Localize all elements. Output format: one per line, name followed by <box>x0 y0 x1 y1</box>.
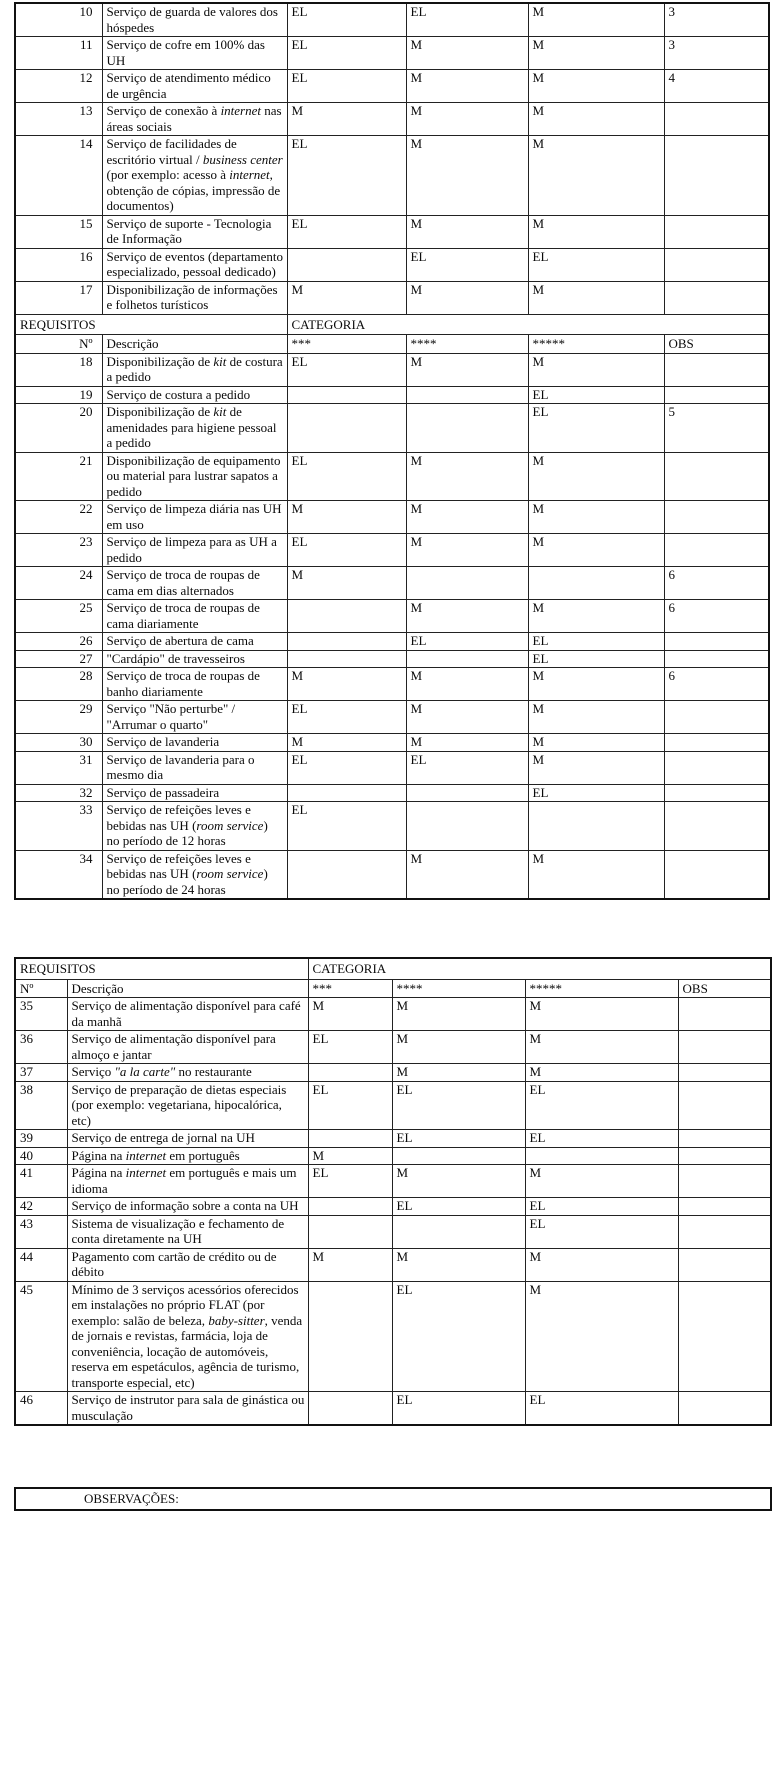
row-number-cell: 30 <box>15 734 102 752</box>
category-3-stars-cell <box>308 1392 392 1426</box>
row-number-cell: 18 <box>15 353 102 386</box>
row-number-cell: 39 <box>15 1130 67 1148</box>
row-number-cell: 40 <box>15 1147 67 1165</box>
category-4-stars-cell <box>406 567 528 600</box>
category-5-stars-cell <box>525 1147 678 1165</box>
obs-cell: 6 <box>664 668 769 701</box>
obs-cell <box>664 650 769 668</box>
category-4-stars-cell: M <box>406 734 528 752</box>
row-number-cell: 19 <box>15 386 102 404</box>
category-3-stars-cell <box>308 1130 392 1148</box>
row-number-cell: 11 <box>15 37 102 70</box>
table-gap <box>0 1426 779 1487</box>
row-number-cell: 37 <box>15 1064 67 1082</box>
category-5-stars-cell: EL <box>525 1392 678 1426</box>
row-number-cell: 38 <box>15 1081 67 1130</box>
section-band-row <box>15 314 769 335</box>
col-header-4-stars: **** <box>392 979 525 998</box>
category-3-stars-cell: EL <box>287 701 406 734</box>
category-3-stars-cell <box>308 1064 392 1082</box>
category-5-stars-cell: EL <box>525 1198 678 1216</box>
observations-table <box>14 1487 772 1511</box>
category-4-stars-cell: M <box>406 215 528 248</box>
category-3-stars-cell: EL <box>287 534 406 567</box>
description-cell: Disponibilização de informações e folhetos turísticos <box>102 281 287 314</box>
description-cell: Serviço "Não perturbe" / "Arrumar o quarto" <box>102 701 287 734</box>
category-4-stars-cell <box>406 650 528 668</box>
col-header-obs: OBS <box>664 335 769 354</box>
category-4-stars-cell: EL <box>392 1130 525 1148</box>
row-number-cell: 33 <box>15 802 102 851</box>
description-cell: Serviço de refeições leves e bebidas nas UH (room service) no período de 24 horas <box>102 850 287 899</box>
category-4-stars-cell: EL <box>392 1281 525 1392</box>
obs-cell <box>678 1130 771 1148</box>
table-row <box>15 386 769 404</box>
category-4-stars-cell <box>406 386 528 404</box>
obs-cell <box>664 103 769 136</box>
description-cell: Serviço de conexão à internet nas áreas sociais <box>102 103 287 136</box>
row-number-cell: 20 <box>15 404 102 453</box>
category-4-stars-cell: M <box>406 452 528 501</box>
category-3-stars-cell: M <box>287 734 406 752</box>
category-4-stars-cell: M <box>392 1165 525 1198</box>
row-number-cell: 26 <box>15 633 102 651</box>
category-5-stars-cell: M <box>528 600 664 633</box>
category-5-stars-cell: M <box>528 701 664 734</box>
requirements-table-lower <box>14 957 772 1426</box>
category-3-stars-cell <box>287 404 406 453</box>
category-4-stars-cell: M <box>392 1064 525 1082</box>
table-row <box>15 633 769 651</box>
category-3-stars-cell: M <box>287 668 406 701</box>
requisitos-band-label: REQUISITOS <box>15 958 308 979</box>
category-3-stars-cell <box>308 1281 392 1392</box>
category-3-stars-cell <box>308 1215 392 1248</box>
category-3-stars-cell: EL <box>308 1081 392 1130</box>
row-number-cell: 28 <box>15 668 102 701</box>
table-row <box>15 701 769 734</box>
description-cell: "Cardápio" de travesseiros <box>102 650 287 668</box>
description-cell: Serviço de suporte - Tecnologia de Informação <box>102 215 287 248</box>
category-5-stars-cell: M <box>528 70 664 103</box>
table-row <box>15 281 769 314</box>
obs-cell <box>664 452 769 501</box>
row-number-cell: 29 <box>15 701 102 734</box>
description-cell: Serviço de atendimento médico de urgência <box>102 70 287 103</box>
description-cell: Serviço de entrega de jornal na UH <box>67 1130 308 1148</box>
table-row <box>15 70 769 103</box>
col-header-4-stars: **** <box>406 335 528 354</box>
category-5-stars-cell: M <box>525 1064 678 1082</box>
table-row <box>15 501 769 534</box>
description-cell: Serviço de eventos (departamento especializado, pessoal dedicado) <box>102 248 287 281</box>
category-4-stars-cell: M <box>406 353 528 386</box>
description-cell: Serviço de refeições leves e bebidas nas UH (room service) no período de 12 horas <box>102 802 287 851</box>
category-5-stars-cell: M <box>528 668 664 701</box>
category-5-stars-cell: EL <box>528 248 664 281</box>
category-5-stars-cell: M <box>528 3 664 37</box>
obs-cell <box>678 1198 771 1216</box>
table-row <box>15 650 769 668</box>
category-4-stars-cell: M <box>406 668 528 701</box>
category-3-stars-cell: EL <box>287 70 406 103</box>
table-row <box>15 784 769 802</box>
col-header-description: Descrição <box>102 335 287 354</box>
column-header-row <box>15 979 771 998</box>
category-5-stars-cell: M <box>528 281 664 314</box>
category-3-stars-cell: EL <box>287 751 406 784</box>
category-5-stars-cell: M <box>528 37 664 70</box>
category-5-stars-cell: M <box>528 850 664 899</box>
category-5-stars-cell: EL <box>525 1130 678 1148</box>
table-row <box>15 534 769 567</box>
category-5-stars-cell: M <box>528 215 664 248</box>
table-row <box>15 215 769 248</box>
obs-cell <box>678 1031 771 1064</box>
col-header-obs: OBS <box>678 979 771 998</box>
table-row <box>15 1130 771 1148</box>
column-header-row <box>15 335 769 354</box>
table-row <box>15 37 769 70</box>
category-3-stars-cell: EL <box>287 215 406 248</box>
col-header-3-stars: *** <box>287 335 406 354</box>
description-cell: Serviço de guarda de valores dos hóspedes <box>102 3 287 37</box>
row-number-cell: 13 <box>15 103 102 136</box>
description-cell: Serviço de facilidades de escritório virtual / business center (por exemplo: acesso à internet, obtenção de cópias, impressão de documentos) <box>102 136 287 216</box>
category-4-stars-cell <box>406 784 528 802</box>
description-cell: Serviço de troca de roupas de banho diariamente <box>102 668 287 701</box>
description-cell: Serviço de troca de roupas de cama diariamente <box>102 600 287 633</box>
table-row <box>15 248 769 281</box>
lower-table-rows <box>15 998 771 1426</box>
category-5-stars-cell: EL <box>528 386 664 404</box>
obs-cell <box>678 1064 771 1082</box>
category-3-stars-cell: M <box>287 501 406 534</box>
table-row <box>15 600 769 633</box>
description-cell: Serviço de lavanderia para o mesmo dia <box>102 751 287 784</box>
category-3-stars-cell: M <box>287 103 406 136</box>
table-row <box>15 751 769 784</box>
lower-table-header <box>15 958 771 998</box>
category-3-stars-cell: EL <box>287 37 406 70</box>
obs-cell: 6 <box>664 600 769 633</box>
table-row <box>15 353 769 386</box>
obs-cell: 3 <box>664 37 769 70</box>
section-band-row <box>15 958 771 979</box>
category-3-stars-cell: M <box>308 998 392 1031</box>
category-4-stars-cell: EL <box>406 3 528 37</box>
description-cell: Serviço de lavanderia <box>102 734 287 752</box>
obs-cell <box>664 850 769 899</box>
category-4-stars-cell <box>406 802 528 851</box>
category-5-stars-cell: EL <box>525 1081 678 1130</box>
obs-cell <box>664 534 769 567</box>
row-number-cell: 21 <box>15 452 102 501</box>
category-4-stars-cell: M <box>406 103 528 136</box>
category-3-stars-cell <box>308 1198 392 1216</box>
table-row <box>15 1147 771 1165</box>
description-cell: Mínimo de 3 serviços acessórios oferecidos em instalações no próprio FLAT (por exemplo: salão de beleza, baby-sitter, venda de jornais e revistas, farmácia, loja de conveniência, locação de automóveis, reserva em espetáculos, agência de turismo, transporte especial, etc) <box>67 1281 308 1392</box>
description-cell: Serviço de limpeza para as UH a pedido <box>102 534 287 567</box>
description-cell: Página na internet em português <box>67 1147 308 1165</box>
obs-cell: 3 <box>664 3 769 37</box>
row-number-cell: 36 <box>15 1031 67 1064</box>
category-3-stars-cell: EL <box>308 1165 392 1198</box>
category-4-stars-cell: EL <box>392 1081 525 1130</box>
category-3-stars-cell: EL <box>287 353 406 386</box>
table-row <box>15 1165 771 1198</box>
category-4-stars-cell: M <box>392 998 525 1031</box>
mid-table-header <box>15 314 769 353</box>
category-3-stars-cell: EL <box>287 802 406 851</box>
obs-cell <box>678 1215 771 1248</box>
obs-cell <box>664 248 769 281</box>
table-row <box>15 998 771 1031</box>
category-5-stars-cell: M <box>528 751 664 784</box>
category-3-stars-cell: EL <box>287 136 406 216</box>
obs-cell <box>664 751 769 784</box>
obs-cell <box>678 1165 771 1198</box>
table-row <box>15 1215 771 1248</box>
table-row <box>15 103 769 136</box>
table-row <box>15 452 769 501</box>
col-header-number: Nº <box>15 979 67 998</box>
category-5-stars-cell <box>528 802 664 851</box>
category-4-stars-cell: M <box>406 37 528 70</box>
category-5-stars-cell: M <box>528 534 664 567</box>
obs-cell <box>664 353 769 386</box>
requisitos-band-label: REQUISITOS <box>15 314 287 335</box>
table-gap <box>0 900 779 957</box>
categoria-band-label: CATEGORIA <box>308 958 771 979</box>
row-number-cell: 22 <box>15 501 102 534</box>
obs-cell <box>664 784 769 802</box>
category-5-stars-cell: M <box>528 734 664 752</box>
row-number-cell: 23 <box>15 534 102 567</box>
description-cell: Serviço de alimentação disponível para almoço e jantar <box>67 1031 308 1064</box>
category-5-stars-cell: EL <box>528 633 664 651</box>
description-cell: Serviço de preparação de dietas especiais (por exemplo: vegetariana, hipocalórica, etc) <box>67 1081 308 1130</box>
category-4-stars-cell: M <box>392 1031 525 1064</box>
description-cell: Serviço de troca de roupas de cama em dias alternados <box>102 567 287 600</box>
category-3-stars-cell: M <box>308 1248 392 1281</box>
table-row <box>15 1248 771 1281</box>
category-3-stars-cell: EL <box>287 452 406 501</box>
requirements-table-upper <box>14 2 770 900</box>
category-4-stars-cell: M <box>406 281 528 314</box>
row-number-cell: 45 <box>15 1281 67 1392</box>
category-3-stars-cell: M <box>287 567 406 600</box>
category-5-stars-cell: EL <box>528 650 664 668</box>
category-4-stars-cell: EL <box>406 248 528 281</box>
table-row <box>15 1031 771 1064</box>
description-cell: Página na internet em português e mais um idioma <box>67 1165 308 1198</box>
description-cell: Pagamento com cartão de crédito ou de débito <box>67 1248 308 1281</box>
row-number-cell: 15 <box>15 215 102 248</box>
row-number-cell: 25 <box>15 600 102 633</box>
category-3-stars-cell: M <box>287 281 406 314</box>
category-5-stars-cell: M <box>528 136 664 216</box>
description-cell: Serviço "a la carte" no restaurante <box>67 1064 308 1082</box>
category-3-stars-cell: EL <box>287 3 406 37</box>
row-number-cell: 31 <box>15 751 102 784</box>
category-4-stars-cell: M <box>406 70 528 103</box>
table-row <box>15 850 769 899</box>
obs-cell <box>664 386 769 404</box>
observations-title: OBSERVAÇÕES: <box>15 1488 771 1510</box>
category-4-stars-cell: M <box>406 850 528 899</box>
row-number-cell: 14 <box>15 136 102 216</box>
description-cell: Serviço de cofre em 100% das UH <box>102 37 287 70</box>
obs-cell <box>678 1248 771 1281</box>
category-3-stars-cell <box>287 633 406 651</box>
category-5-stars-cell: M <box>525 998 678 1031</box>
row-number-cell: 41 <box>15 1165 67 1198</box>
row-number-cell: 27 <box>15 650 102 668</box>
row-number-cell: 10 <box>15 3 102 37</box>
category-5-stars-cell <box>528 567 664 600</box>
description-cell: Disponibilização de kit de amenidades para higiene pessoal a pedido <box>102 404 287 453</box>
category-4-stars-cell: EL <box>406 751 528 784</box>
obs-cell <box>664 802 769 851</box>
row-number-cell: 46 <box>15 1392 67 1426</box>
category-5-stars-cell: M <box>525 1165 678 1198</box>
table-row <box>15 404 769 453</box>
description-cell: Disponibilização de kit de costura a pedido <box>102 353 287 386</box>
obs-cell <box>678 1147 771 1165</box>
table-row <box>15 1081 771 1130</box>
category-3-stars-cell <box>287 386 406 404</box>
obs-cell <box>678 1081 771 1130</box>
category-4-stars-cell: M <box>406 701 528 734</box>
category-3-stars-cell <box>287 600 406 633</box>
obs-cell <box>664 215 769 248</box>
observations-header <box>15 1488 771 1510</box>
category-4-stars-cell: M <box>392 1248 525 1281</box>
category-3-stars-cell <box>287 650 406 668</box>
category-3-stars-cell <box>287 784 406 802</box>
obs-cell <box>664 136 769 216</box>
category-4-stars-cell: M <box>406 136 528 216</box>
obs-cell <box>678 1392 771 1426</box>
table-row <box>15 1064 771 1082</box>
description-cell: Serviço de informação sobre a conta na UH <box>67 1198 308 1216</box>
description-cell: Disponibilização de equipamento ou material para lustrar sapatos a pedido <box>102 452 287 501</box>
category-5-stars-cell: M <box>528 501 664 534</box>
obs-cell: 5 <box>664 404 769 453</box>
category-4-stars-cell <box>406 404 528 453</box>
category-5-stars-cell: EL <box>525 1215 678 1248</box>
row-number-cell: 42 <box>15 1198 67 1216</box>
category-5-stars-cell: EL <box>528 404 664 453</box>
row-number-cell: 12 <box>15 70 102 103</box>
description-cell: Serviço de passadeira <box>102 784 287 802</box>
category-4-stars-cell: M <box>406 534 528 567</box>
table-row <box>15 1198 771 1216</box>
table-row <box>15 1281 771 1392</box>
col-header-description: Descrição <box>67 979 308 998</box>
category-5-stars-cell: M <box>525 1281 678 1392</box>
category-4-stars-cell: EL <box>392 1198 525 1216</box>
category-4-stars-cell: M <box>406 600 528 633</box>
rows-above-header <box>15 3 769 314</box>
category-4-stars-cell <box>392 1147 525 1165</box>
table-row <box>15 734 769 752</box>
row-number-cell: 44 <box>15 1248 67 1281</box>
col-header-number: Nº <box>15 335 102 354</box>
category-3-stars-cell <box>287 850 406 899</box>
row-number-cell: 34 <box>15 850 102 899</box>
table-row <box>15 3 769 37</box>
obs-cell <box>678 1281 771 1392</box>
categoria-band-label: CATEGORIA <box>287 314 769 335</box>
row-number-cell: 32 <box>15 784 102 802</box>
category-3-stars-cell: EL <box>308 1031 392 1064</box>
rows-below-header <box>15 353 769 899</box>
category-5-stars-cell: M <box>528 103 664 136</box>
description-cell: Serviço de instrutor para sala de ginástica ou musculação <box>67 1392 308 1426</box>
obs-cell <box>664 701 769 734</box>
description-cell: Serviço de alimentação disponível para café da manhã <box>67 998 308 1031</box>
col-header-3-stars: *** <box>308 979 392 998</box>
observations-title-row <box>15 1488 771 1510</box>
obs-cell <box>664 734 769 752</box>
category-4-stars-cell: EL <box>406 633 528 651</box>
category-5-stars-cell: M <box>525 1248 678 1281</box>
table-row <box>15 668 769 701</box>
description-cell: Serviço de limpeza diária nas UH em uso <box>102 501 287 534</box>
category-3-stars-cell: M <box>308 1147 392 1165</box>
category-4-stars-cell: EL <box>392 1392 525 1426</box>
table-row <box>15 136 769 216</box>
obs-cell <box>664 281 769 314</box>
obs-cell <box>664 501 769 534</box>
row-number-cell: 24 <box>15 567 102 600</box>
row-number-cell: 16 <box>15 248 102 281</box>
category-5-stars-cell: M <box>528 353 664 386</box>
obs-cell <box>678 998 771 1031</box>
description-cell: Sistema de visualização e fechamento de conta diretamente na UH <box>67 1215 308 1248</box>
category-5-stars-cell: M <box>528 452 664 501</box>
obs-cell: 6 <box>664 567 769 600</box>
obs-cell: 4 <box>664 70 769 103</box>
description-cell: Serviço de costura a pedido <box>102 386 287 404</box>
col-header-5-stars: ***** <box>525 979 678 998</box>
category-3-stars-cell <box>287 248 406 281</box>
category-4-stars-cell: M <box>406 501 528 534</box>
col-header-5-stars: ***** <box>528 335 664 354</box>
obs-cell <box>664 633 769 651</box>
row-number-cell: 17 <box>15 281 102 314</box>
category-4-stars-cell <box>392 1215 525 1248</box>
row-number-cell: 35 <box>15 998 67 1031</box>
table-row <box>15 1392 771 1426</box>
category-5-stars-cell: EL <box>528 784 664 802</box>
category-5-stars-cell: M <box>525 1031 678 1064</box>
row-number-cell: 43 <box>15 1215 67 1248</box>
description-cell: Serviço de abertura de cama <box>102 633 287 651</box>
table-row <box>15 567 769 600</box>
table-row <box>15 802 769 851</box>
